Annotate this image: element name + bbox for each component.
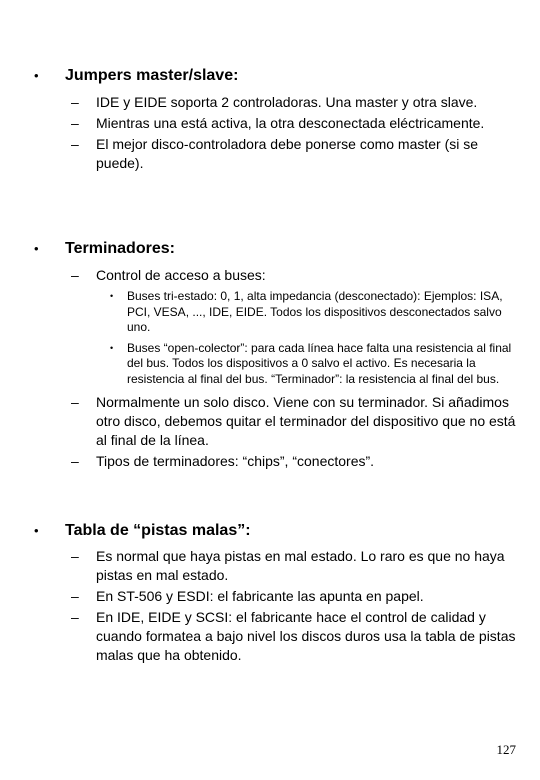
dash-marker: – (71, 548, 79, 564)
item-text: IDE y EIDE soporta 2 controladoras. Una master y otra slave. (96, 94, 478, 110)
sub-list-item (0, 289, 512, 336)
subitem-text: Buses “open-colector”: para cada línea hace falta una resistencia al final del bus. Todos los dispositivos a 0 salvo el activo. Es necesaria la resistencia al final del bus. “Terminador”: la resistencia al final del bus. (127, 340, 512, 386)
item-text: Es normal que haya pistas en mal estado. Lo raro es que no haya pistas en mal estado. (96, 548, 505, 583)
bullet-marker: • (110, 342, 114, 353)
sub-list-item (0, 341, 512, 388)
subitem-text: Buses tri-estado: 0, 1, alta impedancia (desconectado): Ejemplos: ISA, PCI, VESA, ..., IDE, EIDE. Todos los dispositivos desconectados salvo uno. (127, 289, 503, 334)
list-item (0, 393, 516, 450)
heading-text: Terminadores: (65, 240, 175, 257)
heading-text: Tabla de “pistas malas”: (65, 522, 251, 539)
list-item (0, 114, 516, 133)
dash-marker: – (71, 609, 79, 625)
section-jumpers (0, 66, 540, 175)
dash-marker: – (71, 588, 79, 604)
bullet-marker: • (110, 291, 114, 301)
page-number: 127 (496, 742, 516, 757)
item-text: En ST-506 y ESDI: el fabricante las apunta en papel. (96, 588, 424, 604)
item-text: En IDE, EIDE y SCSI: el fabricante hace el control de calidad y cuando formatea a bajo nivel los discos duros usa la tabla de pistas malas que ha obtenido. (96, 609, 516, 663)
section-pistas-malas (0, 521, 540, 667)
bullet-marker: • (34, 241, 39, 256)
list-item (0, 608, 516, 665)
section-terminadores (0, 239, 540, 473)
list-item (0, 266, 516, 285)
list-item (0, 547, 516, 585)
list-item (0, 135, 516, 173)
item-text: Control de acceso a buses: (96, 267, 266, 283)
dash-marker: – (71, 136, 79, 152)
dash-marker: – (71, 267, 79, 283)
item-text: Normalmente un solo disco. Viene con su terminador. Si añadimos otro disco, debemos quitar el terminador del dispositivo que no está al final de la línea. (96, 394, 516, 448)
item-text: Tipos de terminadores: “chips”, “conectores”. (96, 453, 375, 469)
dash-marker: – (71, 94, 79, 110)
list-item (0, 452, 516, 471)
list-item (0, 587, 516, 606)
item-text: El mejor disco-controladora debe ponerse como master (si se puede). (96, 136, 479, 171)
section-heading (0, 239, 515, 259)
section-heading (0, 66, 515, 86)
dash-marker: – (71, 115, 79, 131)
list-item (0, 93, 516, 112)
dash-marker: – (71, 394, 79, 410)
item-text: Mientras una está activa, la otra desconectada eléctricamente. (96, 115, 485, 131)
bullet-marker: • (34, 68, 39, 83)
dash-marker: – (71, 453, 79, 469)
section-heading (0, 521, 515, 541)
bullet-marker: • (34, 523, 39, 538)
heading-text: Jumpers master/slave: (65, 67, 239, 84)
